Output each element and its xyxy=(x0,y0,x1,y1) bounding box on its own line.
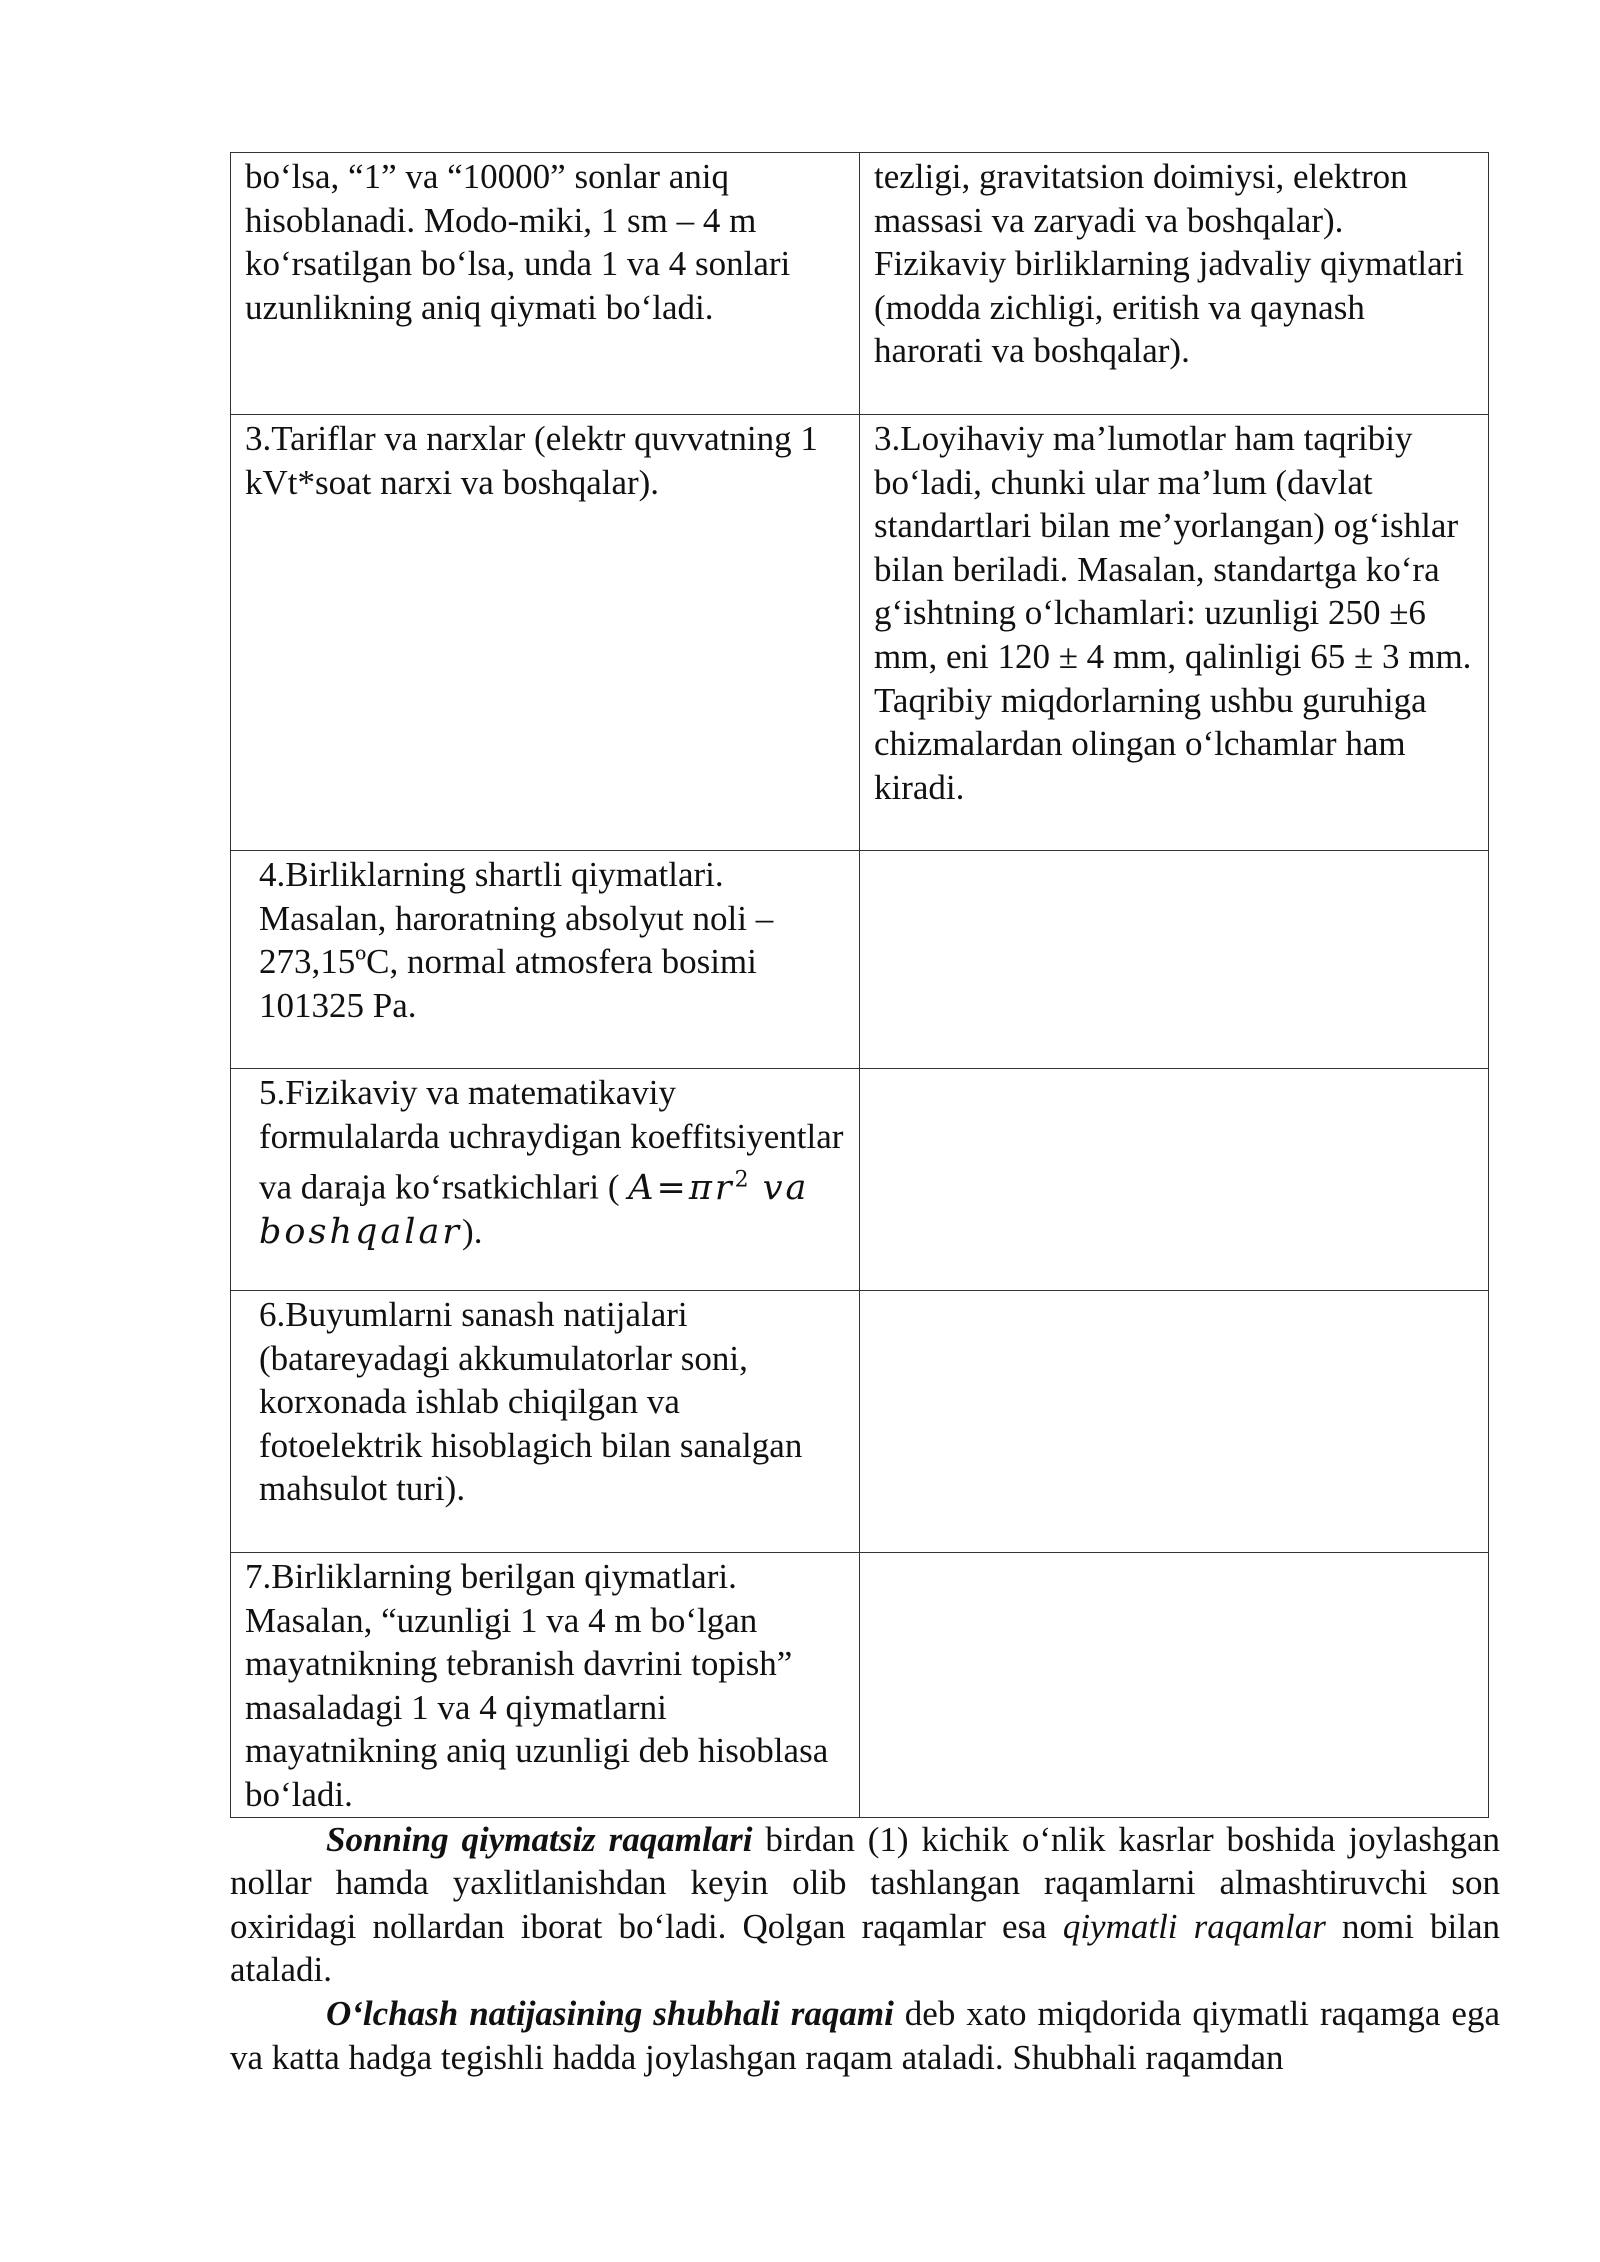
table-row xyxy=(231,415,1489,851)
paragraph-insignificant-digits: Sonning qiymatsiz raqamlari birdan (1) kichik o‘nlik kasrlar boshida joylashgan nollar hamda yaxlitlanishdan keyin olib tashlangan raqamlarni almashtiruvchi son oxiridagi nollardan iborat bo‘ladi. Qolgan raqamlar esa qiymatli raqamlar nomi bilan ataladi. xyxy=(230,1819,1500,1990)
table-cell xyxy=(860,1291,1489,1553)
table-cell: bo‘lsa, “1” va “10000” sonlar aniq hisoblanadi. Modo-miki, 1 sm – 4 m ko‘rsatilgan bo‘lsa, unda 1 va 4 sonlari uzunlikning aniq qiymati bo‘ladi. xyxy=(231,153,860,415)
table-cell: 7.Birliklarning berilgan qiymatlari. Masalan, “uzunligi 1 va 4 m bo‘lgan mayatnikning tebranish davrini topish” masaladagi 1 va 4 qiymatlarni mayatnikning aniq uzunligi deb hisoblasa bo‘ladi. xyxy=(231,1553,860,1818)
table-row xyxy=(231,1069,1489,1291)
table-cell xyxy=(860,1069,1489,1291)
table-cell: 6.Buyumlarni sanash natijalari (batareyadagi akkumulatorlar soni, korxonada ishlab chiqilgan va fotoelektrik hisoblagich bilan sanalgan mahsulot turi). xyxy=(231,1291,860,1553)
term: O‘lchash natijasining shubhali raqami xyxy=(326,1993,894,2033)
comparison-table xyxy=(230,152,1489,1818)
table-cell: 3.Loyihaviy ma’lumotlar ham taqribiy bo‘ladi, chunki ular ma’lum (davlat standartlari bilan me’yorlangan) og‘ishlar bilan beriladi. Masalan, standartga ko‘ra g‘ishtning o‘lchamlari: uzunligi 250 ±6 mm, eni 120 ± 4 mm, qalinligi 65 ± 3 mm. Taqribiy miqdorlarning ushbu guruhiga chizmalardan olingan o‘lchamlar ham kiradi. xyxy=(860,415,1489,851)
table-cell xyxy=(231,1069,860,1291)
table-cell xyxy=(860,1553,1489,1818)
table-row xyxy=(231,1291,1489,1553)
cell-text: ). xyxy=(462,1212,483,1252)
table-row xyxy=(231,851,1489,1069)
table-row xyxy=(231,1553,1489,1818)
term: Sonning qiymatsiz raqamlari xyxy=(326,1819,753,1859)
document-page xyxy=(230,152,1500,2079)
table-cell: tezligi, gravitatsion doimiysi, elektron massasi va zaryadi va boshqalar). Fizikaviy birliklarning jadvaliy qiymatlari (modda zichligi, eritish va qaynash harorati va boshqalar). xyxy=(860,153,1489,415)
table-cell: 4.Birliklarning shartli qiymatlari. Masalan, haroratning absolyut noli – 273,15ºC, normal atmosfera bosimi 101325 Pa. xyxy=(231,851,860,1069)
cell-text: 5.Fizikaviy va matematikaviy formulalarda uchraydigan koeffitsiyentlar va daraja ko‘rsatkichlari ( xyxy=(259,1073,844,1207)
table-row xyxy=(231,153,1489,415)
paragraph-doubtful-digit: O‘lchash natijasining shubhali raqami deb xato miqdorida qiymatli raqamga ega va katta hadga tegishli hadda joylashgan raqam ataladi. Shubhali raqamdan xyxy=(230,1993,1500,2077)
table-cell: 3.Tariflar va narxlar (elektr quvvatning 1 kVt*soat narxi va boshqalar). xyxy=(231,415,860,851)
formula: $A=\pi r^2$ va boshqalar xyxy=(259,1167,810,1253)
table-cell xyxy=(860,851,1489,1069)
italic-term: qiymatli raqamlar xyxy=(1062,1906,1326,1946)
